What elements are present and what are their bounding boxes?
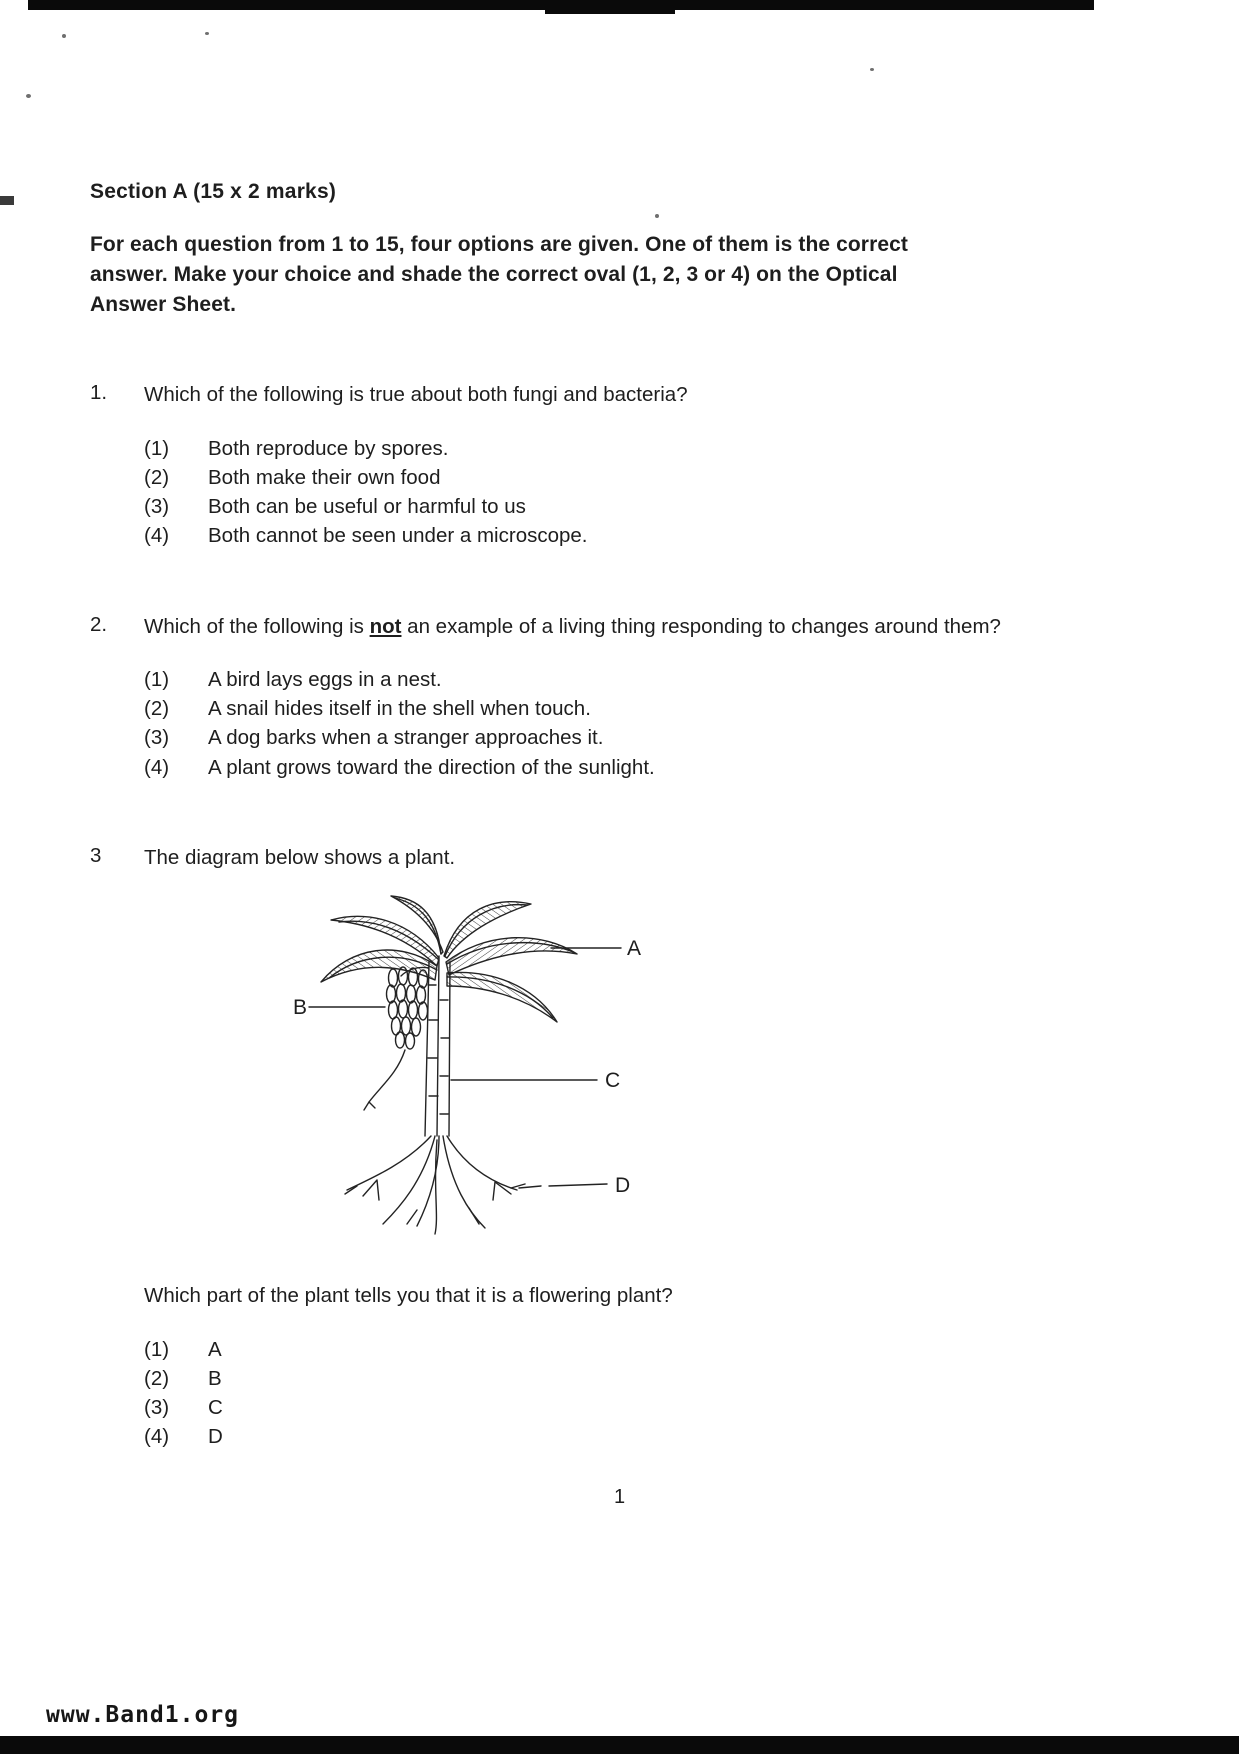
question-1: [90, 381, 1150, 550]
option-label: (3): [144, 726, 170, 750]
section-heading: Section A (15 x 2 marks): [90, 180, 337, 203]
option-text: Both can be useful or harmful to us: [208, 495, 526, 519]
scan-artifact-speck: [26, 94, 31, 98]
diagram-label-a: A: [627, 937, 642, 961]
option-label: (2): [144, 1367, 170, 1391]
option-row: [144, 1335, 1044, 1364]
exam-page: [90, 180, 1150, 1452]
option-row: [144, 492, 1044, 521]
option-label: (2): [144, 697, 170, 721]
diagram-label-d: D: [615, 1174, 631, 1198]
scan-artifact-speck: [870, 68, 874, 71]
option-row: [144, 753, 1044, 782]
scan-artifact-speck: [205, 32, 209, 35]
question-1-text: Which of the following is true about both fungi and bacteria?: [144, 383, 688, 407]
scan-artifact-smudge: [0, 196, 14, 205]
section-instructions: For each question from 1 to 15, four options are given. One of them is the correct answer. Make your choice and shade the correct oval (1, 2, 3 or 4) on the Optical Answer Sheet.: [90, 233, 909, 316]
option-text: A bird lays eggs in a nest.: [208, 668, 442, 692]
question-2-text-pre: Which of the following is: [144, 614, 370, 638]
question-2-text: [144, 613, 1044, 642]
question-3-intro: The diagram below shows a plant.: [144, 845, 456, 869]
option-label: (4): [144, 1425, 170, 1449]
option-row: [144, 434, 1044, 463]
option-label: (3): [144, 1396, 170, 1420]
question-2-options: [144, 665, 1044, 781]
option-text: C: [208, 1396, 223, 1420]
option-row: [144, 1393, 1044, 1422]
option-text: Both reproduce by spores.: [208, 437, 449, 461]
option-row: [144, 521, 1044, 550]
option-label: (3): [144, 495, 170, 519]
fruit-bunch: [364, 967, 429, 1110]
option-row: [144, 723, 1044, 752]
option-label: (4): [144, 755, 170, 779]
option-label: (2): [144, 466, 170, 490]
option-text: A dog barks when a stranger approaches it.: [208, 726, 604, 750]
question-3-options: [144, 1335, 1044, 1451]
question-3-number: 3: [90, 843, 102, 867]
option-row: [144, 665, 1044, 694]
option-row: [144, 463, 1044, 492]
diagram-label-c: C: [605, 1069, 621, 1093]
question-3: [90, 844, 1150, 1452]
leaves: [321, 896, 577, 1022]
option-text: Both cannot be seen under a microscope.: [208, 524, 588, 548]
stem: [425, 956, 450, 1136]
scan-artifact-top-bar-thick: [545, 0, 675, 14]
question-2: [90, 613, 1150, 782]
option-row: [144, 1422, 1044, 1451]
option-text: A snail hides itself in the shell when touch.: [208, 697, 591, 721]
page-number: 1: [613, 1486, 626, 1508]
question-1-options: [144, 434, 1044, 550]
option-row: [144, 694, 1044, 723]
option-label: (4): [144, 524, 170, 548]
question-2-text-post: an example of a living thing responding to changes around them?: [401, 614, 1001, 638]
roots: [345, 1136, 525, 1234]
scan-artifact-speck: [62, 34, 66, 38]
plant-diagram: [289, 890, 649, 1242]
diagram-label-b: B: [293, 996, 308, 1020]
question-2-text-emphasis: not: [369, 614, 402, 638]
question-2-number: 2.: [90, 612, 108, 636]
option-text: Both make their own food: [208, 466, 441, 490]
question-3-text: Which part of the plant tells you that it is a flowering plant?: [144, 1284, 673, 1308]
option-label: (1): [144, 668, 170, 692]
option-text: A plant grows toward the direction of the sunlight.: [208, 755, 655, 779]
option-text: B: [208, 1367, 222, 1391]
watermark-url: www.Band1.org: [46, 1702, 240, 1728]
option-text: D: [208, 1425, 223, 1449]
option-row: [144, 1364, 1044, 1393]
option-label: (1): [144, 1338, 170, 1362]
option-label: (1): [144, 437, 170, 461]
scan-artifact-bottom-bar: [0, 1736, 1239, 1754]
option-text: A: [208, 1338, 222, 1362]
question-1-number: 1.: [90, 381, 108, 405]
